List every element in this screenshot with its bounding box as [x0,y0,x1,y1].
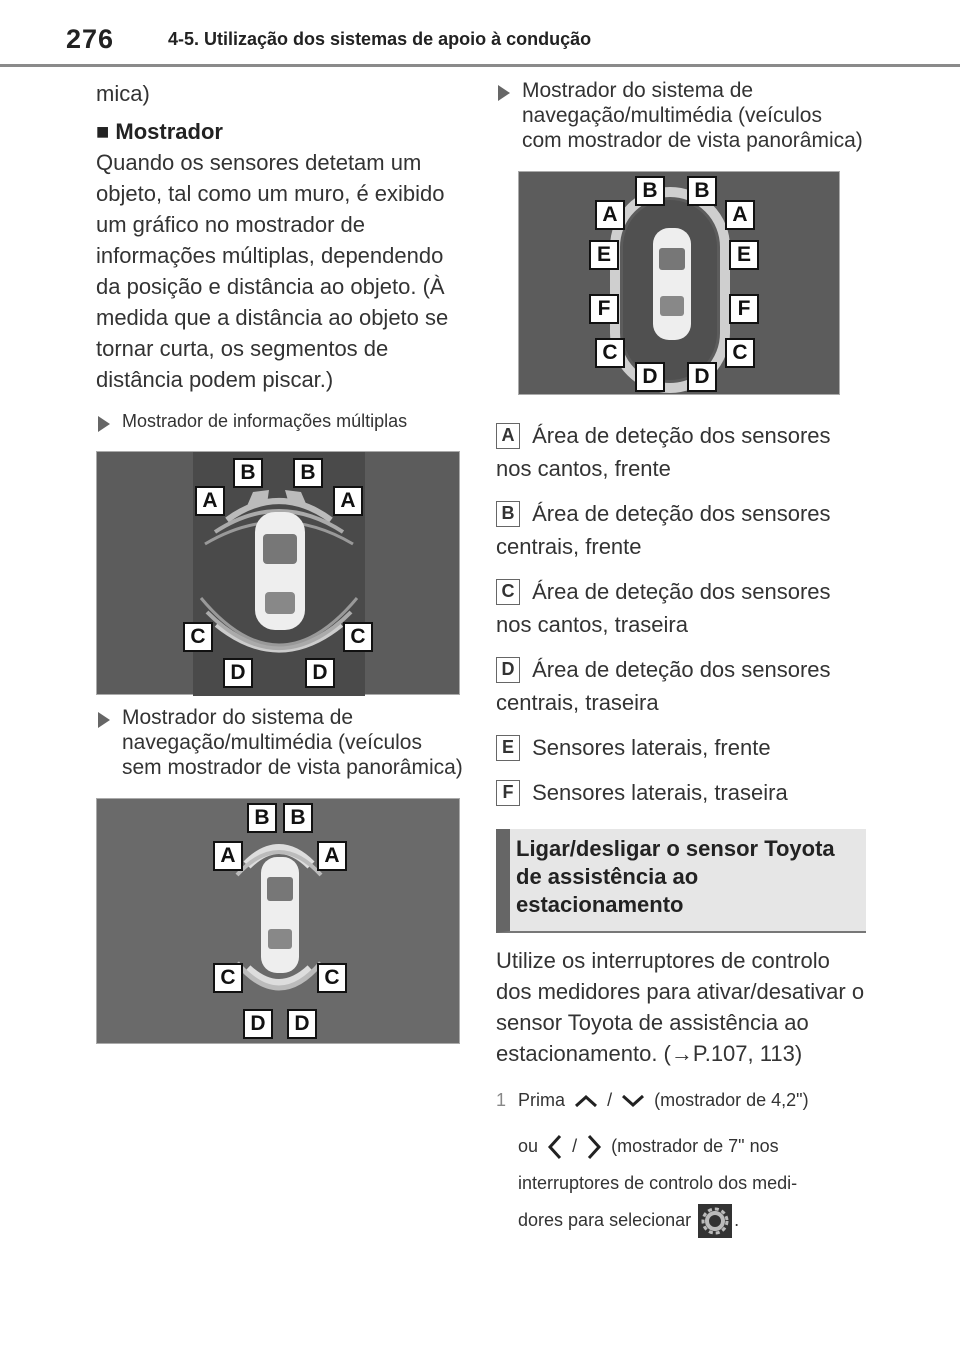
legend-key: A [496,423,520,449]
display-heading: ■ Mostrador [96,119,223,144]
label-c: C [317,963,347,993]
label-c: C [595,338,625,368]
step-display-7: (mostrador de 7" nos [611,1136,779,1156]
legend-key: D [496,657,520,683]
label-d: D [287,1009,317,1039]
bullet-text: Mostrador do sistema de navegação/multimédia (veículos sem mostrador de vista panorâmica) [122,706,463,779]
step-1 [496,1077,866,1243]
label-a: A [595,200,625,230]
sensor-diagram-1 [97,452,461,696]
step-display-42: (mostrador de 4,2") [654,1090,809,1110]
section-heading-box: Ligar/desligar o sensor Toyota de assistência ao estacionamento [496,829,866,933]
step-line-4: dores para selecionar [518,1210,692,1230]
bullet-nav-with-panoramic [496,78,866,153]
legend-key: E [496,735,520,761]
legend-text: Sensores laterais, frente [532,735,771,760]
label-d: D [305,658,335,688]
chevron-up-icon [574,1094,598,1108]
right-column [496,78,866,1243]
sensor-diagram-2 [97,799,461,1045]
gear-icon [698,1204,732,1238]
legend-key: B [496,501,520,527]
legend-key: C [496,579,520,605]
figure-nav-display-panoramic [518,171,840,395]
section-header-title: 4-5. Utilização dos sistemas de apoio à condução [168,29,592,49]
label-a: A [317,841,347,871]
legend-item-f [496,776,866,809]
page-header [0,0,960,66]
page-number: 276 [66,24,115,54]
display-paragraph: Quando os sensores detetam um objeto, tal como um muro, é exibido um gráfico no mostrador de informações múltiplas, dependendo da posição e distância ao objeto. (À medida que a distância ao objeto se tornar curta, os segmentos de distância podem piscar.) [96,150,449,392]
figure-nav-display-no-panoramic [96,798,460,1044]
left-column [96,78,466,1044]
label-e: E [589,240,619,270]
step-line-3: interruptores de controlo dos medi- [518,1173,798,1193]
step-body [518,1077,809,1243]
label-b: B [247,803,277,833]
label-d: D [223,658,253,688]
legend-item-e [496,731,866,764]
legend-text: Área de deteção dos sensores nos cantos, frente [496,423,831,481]
label-f: F [729,294,759,324]
label-e: E [729,240,759,270]
label-a: A [213,841,243,871]
bullet-text: Mostrador de informações múltiplas [122,411,408,431]
triangle-bullet-icon [98,416,110,432]
legend-item-a [496,419,866,485]
triangle-bullet-icon [98,712,110,728]
label-b: B [687,176,717,206]
step-number: 1 [496,1090,507,1110]
label-b: B [233,458,263,488]
sensor-diagram-3 [519,172,841,396]
legend-item-d [496,653,866,719]
bullet-text: Mostrador do sistema de navegação/multimédia (veículos com mostrador de vista panorâmica) [522,79,863,152]
continued-text: mica) [96,81,150,106]
step-slash: / [607,1090,613,1110]
label-b: B [635,176,665,206]
label-a: A [333,486,363,516]
label-a: A [195,486,225,516]
step-prima: Prima [518,1090,566,1110]
bullet-nav-without-panoramic [96,705,466,780]
legend-text: Área de deteção dos sensores nos cantos, traseira [496,579,831,637]
legend-item-c [496,575,866,641]
legend [496,419,866,809]
legend-text: Área de deteção dos sensores centrais, traseira [496,657,831,715]
chevron-down-icon [621,1094,645,1108]
bullet-multi-info [96,409,466,433]
section-paragraph: Utilize os interruptores de controlo dos medidores para ativar/desativar o sensor Toyota de assistência ao estacionamento. (→P.107, 113) [496,948,865,1066]
label-b: B [293,458,323,488]
triangle-bullet-icon [498,85,510,101]
label-c: C [343,622,373,652]
label-d: D [635,362,665,392]
step-end: . [734,1210,740,1230]
step-ou: ou [518,1136,539,1156]
legend-text: Sensores laterais, traseira [532,780,788,805]
label-c: C [725,338,755,368]
label-a: A [725,200,755,230]
label-d: D [243,1009,273,1039]
step-slash: / [572,1136,578,1156]
chevron-right-icon [586,1134,602,1160]
label-c: C [213,963,243,993]
legend-item-b [496,497,866,563]
label-b: B [283,803,313,833]
label-f: F [589,294,619,324]
legend-text: Área de deteção dos sensores centrais, frente [496,501,831,559]
chevron-left-icon [547,1134,563,1160]
figure-multi-info-display [96,451,460,695]
label-c: C [183,622,213,652]
label-d: D [687,362,717,392]
header-rule [0,64,960,67]
legend-key: F [496,780,520,806]
